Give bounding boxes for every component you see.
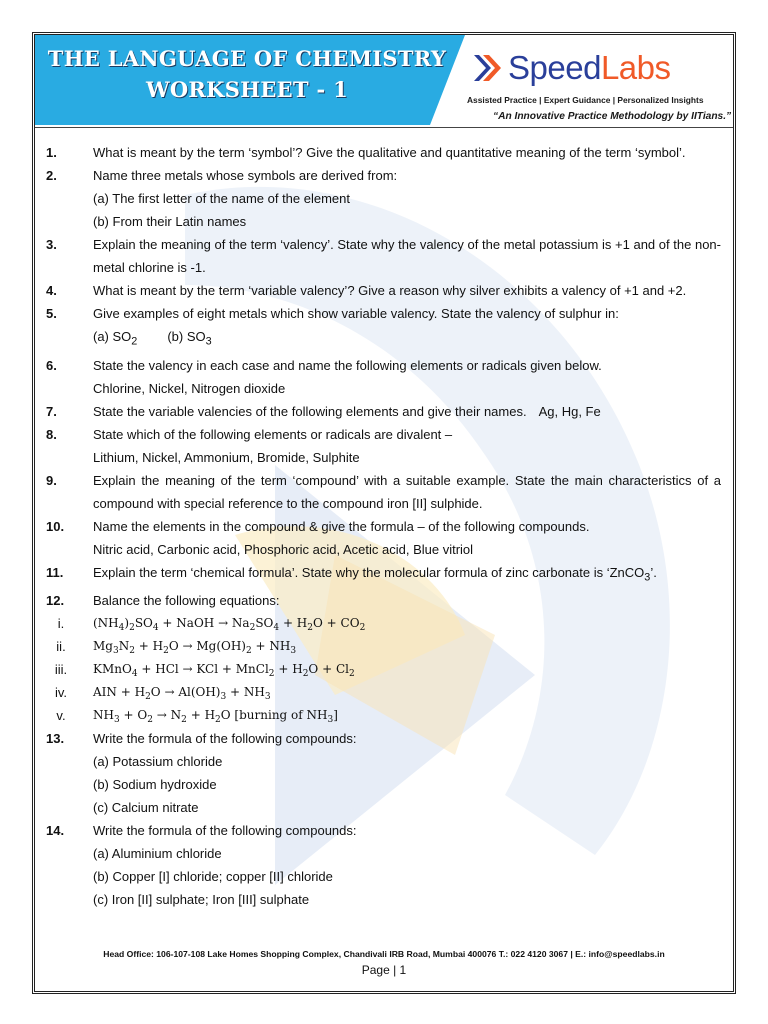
question-text: What is meant by the term ‘variable valency’? Give a reason why silver exhibits a valency of +1 and +2. xyxy=(93,283,687,298)
question-6 xyxy=(35,354,733,400)
equation-number: ii. xyxy=(56,639,66,655)
item-list: Chlorine, Nickel, Nitrogen dioxide xyxy=(93,380,286,396)
question-text: What is meant by the term ‘symbol’? Give the qualitative and quantitative meaning of the term ‘symbol’. xyxy=(93,145,686,160)
question-list xyxy=(35,141,733,911)
question-1 xyxy=(35,141,733,164)
question-10 xyxy=(35,515,733,561)
question-number: 11. xyxy=(46,564,64,580)
equation-text: KMnO$_4$ + HCl → KCl + MnCl$_2$ + $H_2O + Cl_2$ xyxy=(93,662,355,680)
question-5 xyxy=(35,302,733,354)
equation-number: i. xyxy=(57,616,65,632)
question-number: 9. xyxy=(46,472,57,488)
question-2 xyxy=(35,164,733,233)
option-c: (c) Iron [II] sulphate; Iron [III] sulphate xyxy=(93,892,310,908)
question-text: Give examples of eight metals which show variable valency. State the valency of sulphur in: xyxy=(93,306,619,321)
equation-text: AIN + $H_2O \to Al(OH)_3 + NH_3$ xyxy=(93,685,271,703)
question-number: 4. xyxy=(46,283,57,298)
option-b: (b) Copper [I] chloride; copper [II] chloride xyxy=(93,869,333,885)
question-11 xyxy=(35,561,733,590)
equation-item xyxy=(35,658,733,681)
equation-item xyxy=(35,681,733,704)
question-13 xyxy=(35,727,733,819)
footer-address: Head Office: 106-107-108 Lake Homes Shopping Complex, Chandivali IRB Road, Mumbai 400076 T.: 022 4120 3067 | E.: info@speedlabs.in xyxy=(103,949,665,959)
question-text: Explain the term ‘chemical formula’. State why the molecular formula of zinc carbonate is ‘ZnCO$_3$’. xyxy=(93,564,657,584)
question-text: Write the formula of the following compounds: xyxy=(93,823,357,839)
option-row xyxy=(93,325,721,354)
question-text: Name the elements in the compound & give the formula – of the following compounds. xyxy=(93,518,590,534)
question-number: 6. xyxy=(46,357,57,373)
question-7 xyxy=(35,400,733,423)
item-list: Nitric acid, Carbonic acid, Phosphoric acid, Acetic acid, Blue vitriol xyxy=(93,541,474,557)
brand-quote: “An Innovative Practice Methodology by IITians.” xyxy=(493,111,732,122)
worksheet-page xyxy=(32,32,736,994)
question-4 xyxy=(35,279,733,302)
title-line-2: WORKSHEET - 1 xyxy=(145,77,349,102)
equation-text: $Mg_3N_2 + H_2O \to Mg(OH)_2 + NH_3$ xyxy=(93,639,297,657)
question-text: State which of the following elements or radicals are divalent – xyxy=(93,426,453,442)
question-9 xyxy=(35,469,733,515)
brand-name xyxy=(508,49,671,87)
equation-number: iv. xyxy=(54,685,68,701)
question-number: 8. xyxy=(46,426,57,442)
option-a: (a) The first letter of the name of the element xyxy=(93,191,350,206)
header-divider xyxy=(35,127,733,128)
question-text: Balance the following equations: xyxy=(93,593,280,609)
worksheet-title xyxy=(45,43,449,105)
question-number: 2. xyxy=(46,168,57,183)
question-number: 13. xyxy=(46,731,65,747)
chevron-logo-icon xyxy=(471,51,505,85)
question-number: 1. xyxy=(46,145,57,160)
question-number: 3. xyxy=(46,237,57,252)
equation-number: v. xyxy=(56,708,66,724)
question-number: 14. xyxy=(46,823,65,839)
title-line-1: THE LANGUAGE OF CHEMISTRY xyxy=(47,46,447,71)
question-text: Explain the meaning of the term ‘compound’ with a suitable example. State the main characteristics of a compound with special reference to the compound iron [II] sulphide. xyxy=(93,472,721,511)
question-3 xyxy=(35,233,733,279)
question-text: Write the formula of the following compounds: xyxy=(93,731,357,747)
question-text: Explain the meaning of the term ‘valency’. State why the valency of the metal potassium is +1 and of the non-metal chlorine is -1. xyxy=(93,237,721,275)
page-number: Page | 1 xyxy=(361,963,407,977)
option-a: (a) Potassium chloride xyxy=(93,754,223,770)
question-text: State the variable valencies of the following elements and give their names. Ag, Hg, Fe xyxy=(93,403,601,419)
option-c: (c) Calcium nitrate xyxy=(93,800,199,816)
equation-text: $(NH_4)_2SO_4$ + NaOH → $Na_2SO_4 + H_2O + CO_2$ xyxy=(93,616,366,634)
item-list: Lithium, Nickel, Ammonium, Bromide, Sulphite xyxy=(93,449,360,465)
speedlabs-logo xyxy=(463,45,732,125)
element-list: Ag, Hg, Fe xyxy=(538,403,601,419)
option-a: (a) Aluminium chloride xyxy=(93,846,222,862)
question-number: 7. xyxy=(46,403,57,419)
equation-text: $NH_3 + O_2 \to N_2 + H_2O$ [burning of $NH_3$] xyxy=(93,708,338,726)
equation-item xyxy=(35,612,733,635)
question-text: State the valency in each case and name the following elements or radicals given below. xyxy=(93,357,602,373)
equation-item xyxy=(35,635,733,658)
question-number: 10. xyxy=(46,518,65,534)
option-b: (b) $SO_3$ xyxy=(167,329,212,348)
question-14 xyxy=(35,819,733,911)
equation-item xyxy=(35,704,733,727)
brand-tagline: Assisted Practice | Expert Guidance | Personalized Insights xyxy=(467,95,704,105)
brand-name-part1: Speed xyxy=(508,49,601,86)
question-8 xyxy=(35,423,733,469)
question-number: 5. xyxy=(46,306,57,321)
question-text: Name three metals whose symbols are derived from: xyxy=(93,168,398,183)
question-number: 12. xyxy=(46,593,65,609)
equation-number: iii. xyxy=(54,662,68,678)
brand-name-part2: Labs xyxy=(600,49,671,86)
option-b: (b) From their Latin names xyxy=(93,214,247,229)
option-a: (a) $SO_2$ xyxy=(93,329,138,348)
question-12 xyxy=(35,589,733,612)
equation-list xyxy=(35,612,733,727)
option-b: (b) Sodium hydroxide xyxy=(93,777,217,793)
